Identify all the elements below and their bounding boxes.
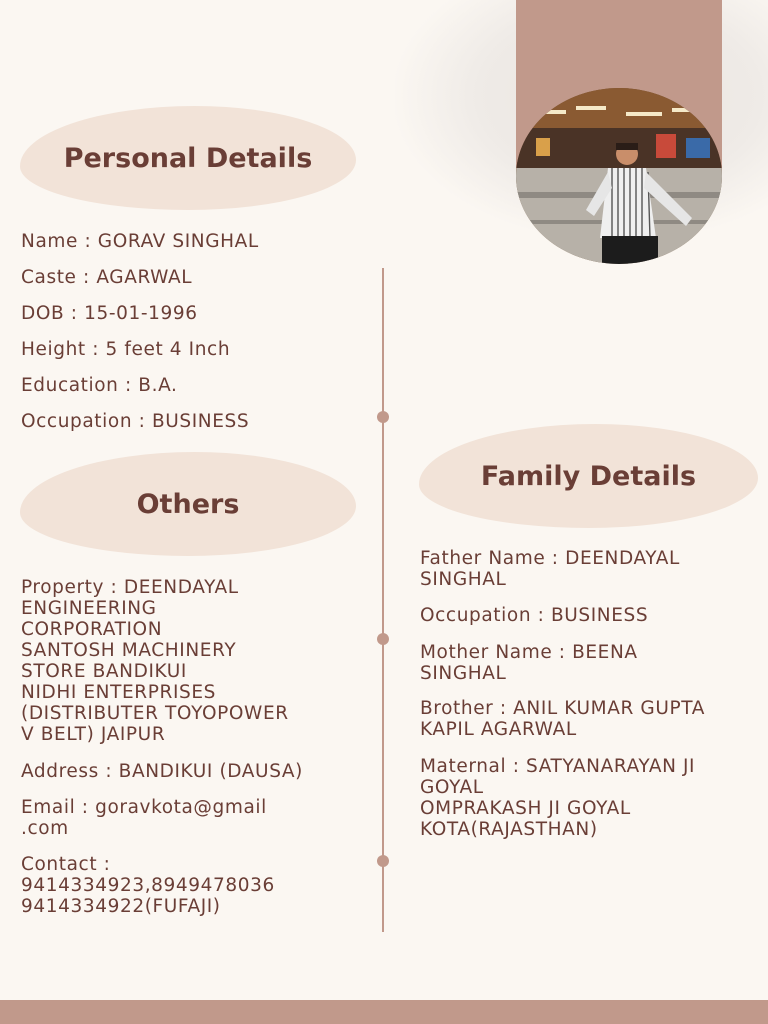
others-email [21, 797, 267, 839]
mother-line: SINGHAL [420, 663, 507, 684]
property-line: STORE BANDIKUI [21, 661, 187, 682]
property-line: SANTOSH MACHINERY [21, 640, 237, 661]
contact-line: Contact : [21, 854, 111, 875]
profile-photo-image [516, 88, 722, 264]
divider-dot [377, 855, 389, 867]
family-mother [420, 642, 638, 684]
property-line: Property : DEENDAYAL [21, 577, 239, 598]
personal-name: Name : GORAV SINGHAL [21, 231, 259, 252]
email-line: .com [21, 818, 69, 839]
occupation-line: Occupation : BUSINESS [420, 605, 649, 626]
others-heading: Others [136, 488, 240, 520]
divider-dot [377, 633, 389, 645]
footer-band [0, 1000, 768, 1024]
vertical-divider [382, 268, 384, 932]
family-maternal [420, 756, 695, 840]
address-line: Address : BANDIKUI (DAUSA) [21, 761, 303, 782]
personal-dob: DOB : 15-01-1996 [21, 303, 198, 324]
family-brother [420, 698, 705, 740]
family-father [420, 548, 680, 590]
personal-caste: Caste : AGARWAL [21, 267, 193, 288]
maternal-line: KOTA(RAJASTHAN) [420, 819, 598, 840]
contact-line: 9414334923,8949478036 [21, 875, 275, 896]
property-line: CORPORATION [21, 619, 163, 640]
personal-education: Education : B.A. [21, 375, 178, 396]
others-contact [21, 854, 275, 917]
personal-details-heading: Personal Details [63, 142, 313, 174]
family-details-heading-blob [419, 424, 758, 528]
maternal-line: OMPRAKASH JI GOYAL [420, 798, 631, 819]
family-details-heading: Family Details [480, 460, 697, 492]
property-line: ENGINEERING [21, 598, 157, 619]
father-line: Father Name : DEENDAYAL [420, 548, 680, 569]
family-occupation [420, 605, 648, 626]
property-line: NIDHI ENTERPRISES [21, 682, 217, 703]
mother-line: Mother Name : BEENA [420, 642, 638, 663]
email-line: Email : goravkota@gmail [21, 797, 267, 818]
others-heading-blob [20, 452, 356, 556]
personal-details-heading-blob [20, 106, 356, 210]
maternal-line: Maternal : SATYANARAYAN JI [420, 756, 696, 777]
father-line: SINGHAL [420, 569, 507, 590]
contact-line: 9414334922(FUFAJI) [21, 896, 221, 917]
personal-height: Height : 5 feet 4 Inch [21, 339, 231, 360]
property-line: V BELT) JAIPUR [21, 724, 166, 745]
maternal-line: GOYAL [420, 777, 484, 798]
others-property [21, 577, 289, 745]
profile-photo [516, 88, 722, 264]
property-line: (DISTRIBUTER TOYOPOWER [21, 703, 289, 724]
brother-line: Brother : ANIL KUMAR GUPTA [420, 698, 705, 719]
personal-details-list [21, 229, 259, 445]
personal-occupation: Occupation : BUSINESS [21, 411, 250, 432]
divider-dot [377, 411, 389, 423]
others-address [21, 761, 303, 782]
brother-line: KAPIL AGARWAL [420, 719, 577, 740]
